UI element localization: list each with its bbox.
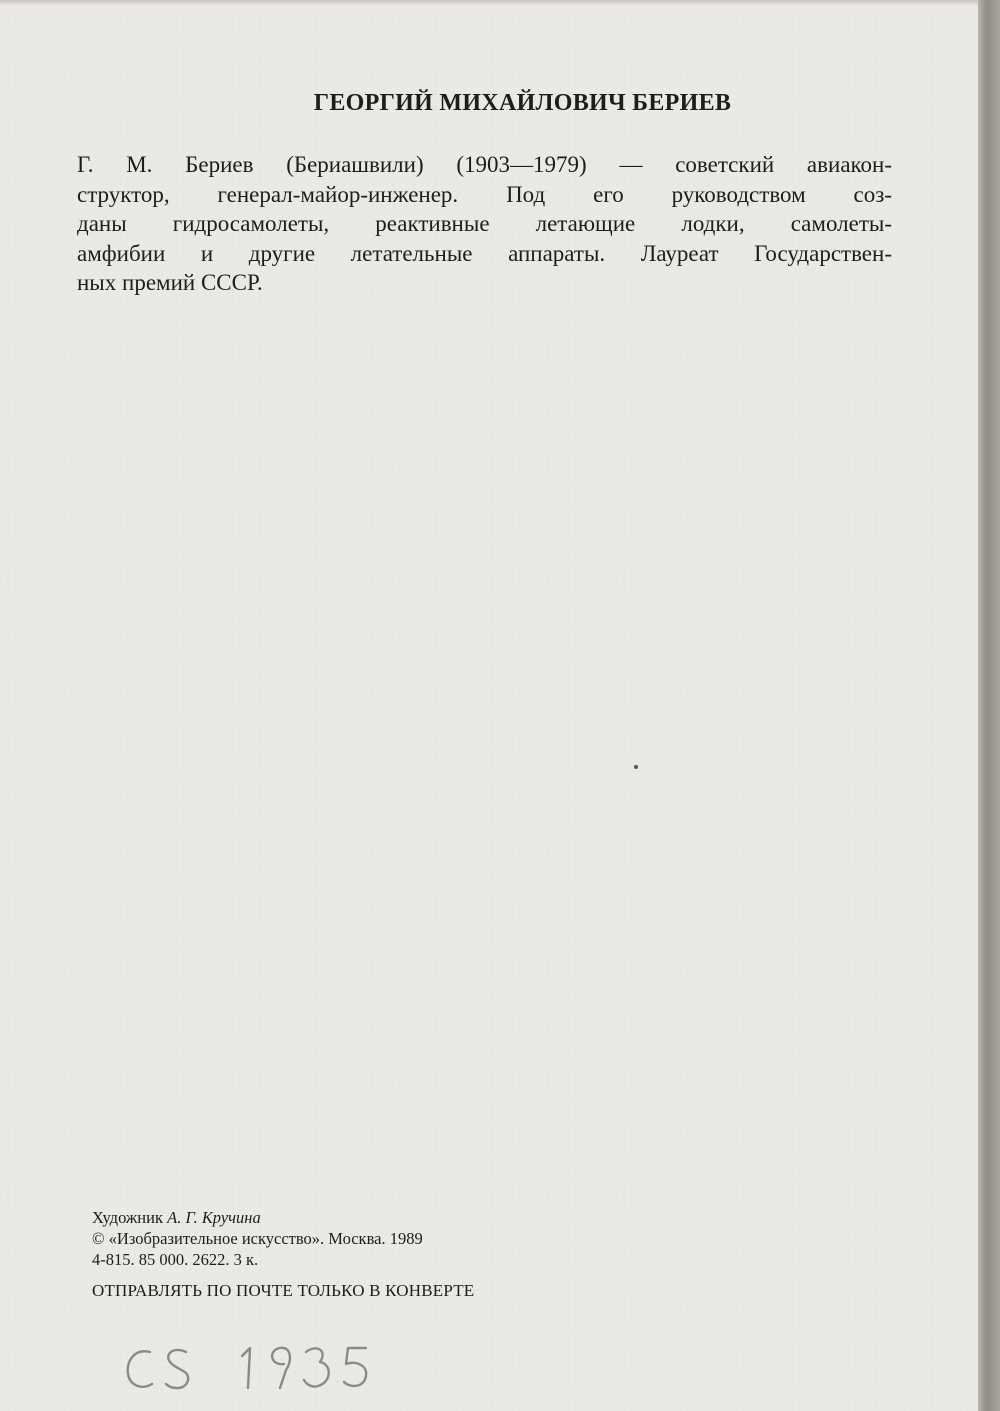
card-top-edge bbox=[0, 0, 978, 6]
biography-paragraph bbox=[77, 150, 892, 298]
artist-prefix: Художник bbox=[92, 1208, 168, 1227]
publication-credits bbox=[92, 1207, 423, 1270]
mail-instruction: ОТПРАВЛЯТЬ ПО ПОЧТЕ ТОЛЬКО В КОНВЕРТЕ bbox=[92, 1281, 475, 1300]
artist-name: А. Г. Кручина bbox=[167, 1208, 261, 1227]
biography-line: Г. М. Бериев (Бериашвили) (1903—1979) — советский авиакон- bbox=[77, 152, 892, 177]
copyright-line: © «Изобразительное искусство». Москва. 1989 bbox=[92, 1229, 423, 1248]
paper-speck bbox=[634, 765, 638, 769]
biography-line: амфибии и другие летательные аппараты. Лауреат Государствен- bbox=[77, 240, 892, 266]
biography-line: ных премий СССР. bbox=[77, 270, 263, 295]
page-title: ГЕОРГИЙ МИХАЙЛОВИЧ БЕРИЕВ bbox=[313, 90, 732, 116]
biography-line: структор, генерал-майор-инженер. Под его руководством соз- bbox=[77, 181, 892, 207]
biography-line: даны гидросамолеты, реактивные летающие лодки, самолеты- bbox=[77, 211, 892, 236]
card-right-edge bbox=[978, 0, 1000, 1411]
handwritten-pencil-note bbox=[120, 1340, 380, 1400]
artist-credit bbox=[92, 1207, 423, 1228]
catalog-line: 4-815. 85 000. 2622. 3 к. bbox=[92, 1250, 259, 1269]
